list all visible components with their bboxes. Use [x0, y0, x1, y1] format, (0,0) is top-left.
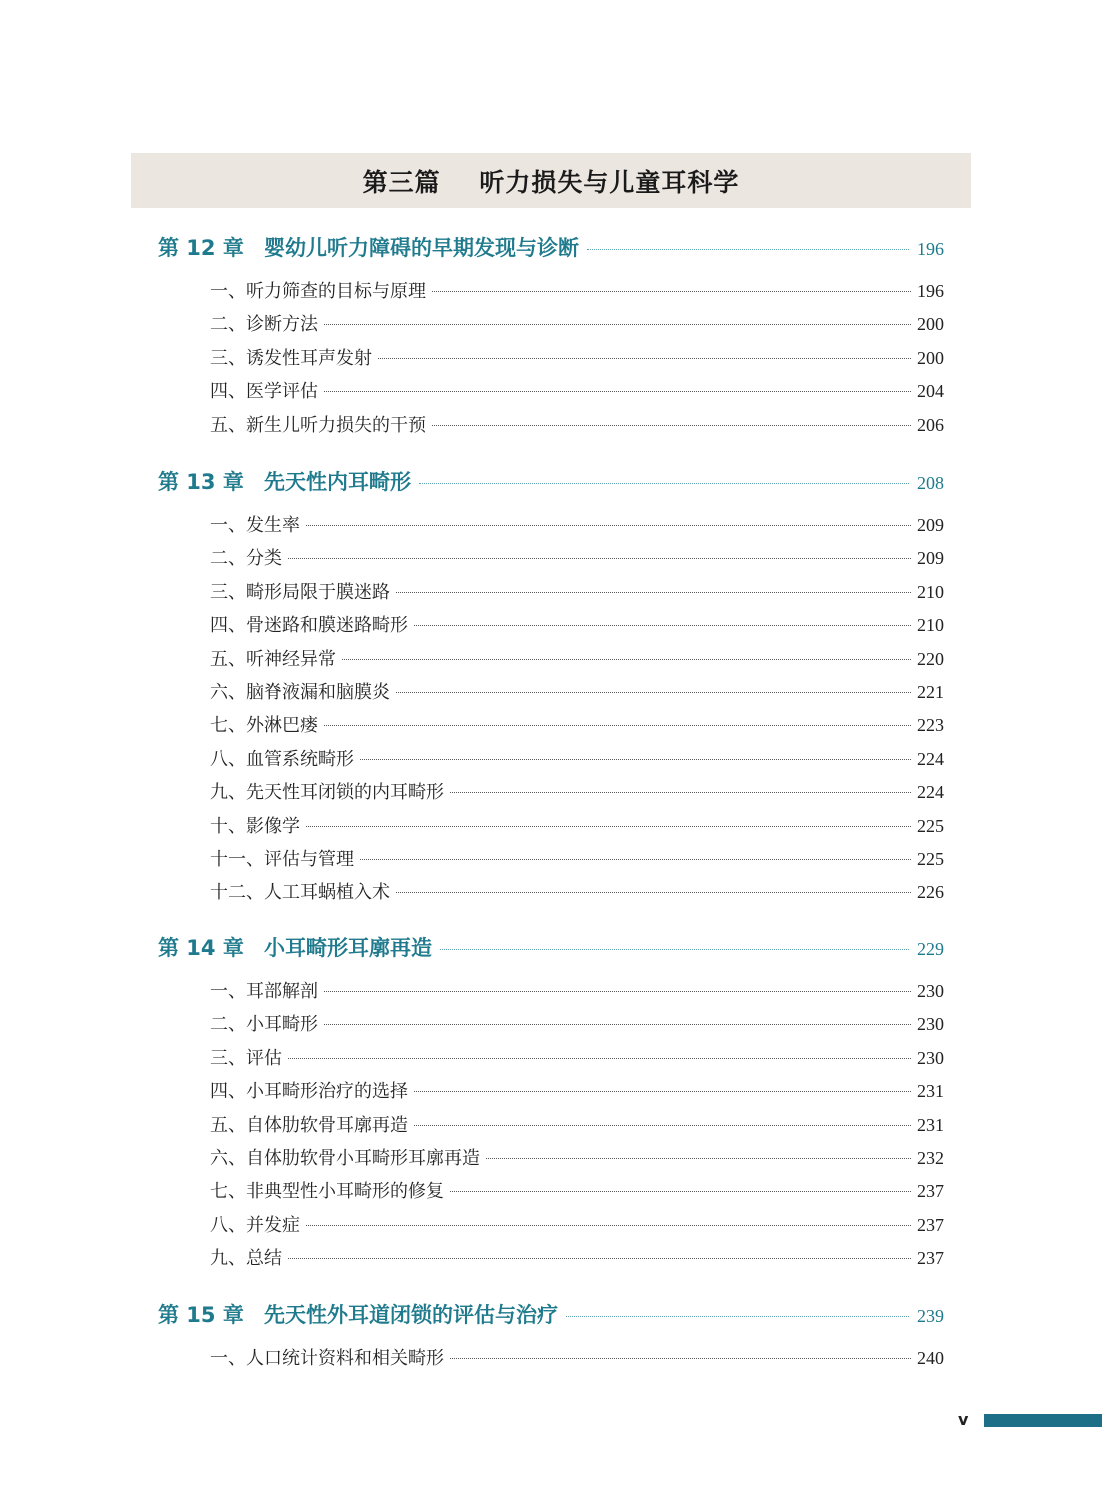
toc-entry[interactable] [210, 1211, 944, 1237]
toc-entry-page: 225 [917, 849, 944, 869]
toc-entry[interactable] [210, 611, 944, 637]
toc-entry-page: 209 [917, 515, 944, 535]
dot-leader [396, 592, 911, 593]
toc-entry-page: 232 [917, 1148, 944, 1168]
toc-entry-title: 一、听力筛查的目标与原理 [210, 281, 426, 302]
toc-entry[interactable] [210, 845, 944, 871]
toc-entry-title: 二、分类 [210, 548, 282, 570]
toc-entry[interactable] [210, 745, 944, 771]
toc-entry-title: 五、自体肋软骨耳廓再造 [210, 1114, 408, 1136]
toc-entry-title: 一、发生率 [210, 515, 300, 536]
dot-leader [324, 725, 911, 726]
toc-entry-page: 204 [917, 381, 944, 402]
toc-entry[interactable] [210, 1044, 944, 1070]
toc-entry[interactable] [210, 544, 944, 570]
page-accent-bar [984, 1414, 1102, 1427]
toc-entry-title: 十一、评估与管理 [210, 849, 354, 870]
toc-entry-title: 九、总结 [210, 1248, 282, 1270]
toc-entry[interactable] [210, 1244, 944, 1270]
toc-entry-title: 二、诊断方法 [210, 314, 318, 336]
dot-leader [566, 1316, 909, 1317]
toc-entry-title: 七、外淋巴瘘 [210, 715, 318, 737]
toc-entry-title: 十、影像学 [210, 815, 300, 837]
dot-leader [288, 558, 911, 559]
toc-entry-page: 230 [917, 1014, 944, 1035]
toc-entry-page: 230 [917, 1047, 944, 1068]
dot-leader [432, 291, 911, 292]
toc-entry[interactable] [210, 1144, 944, 1170]
dot-leader [306, 1225, 911, 1226]
toc-entry-page: 237 [917, 1214, 944, 1235]
toc-entry[interactable] [210, 678, 944, 704]
chapter-number: 第 14 章 [158, 936, 244, 960]
toc-entry-page: 226 [917, 882, 944, 903]
toc-entry-title: 七、非典型性小耳畸形的修复 [210, 1181, 444, 1203]
dot-leader [450, 1191, 911, 1192]
toc-entry[interactable] [210, 878, 944, 904]
toc-entry-page: 231 [917, 1081, 944, 1102]
toc-entry-title: 四、医学评估 [210, 381, 318, 403]
dot-leader [378, 358, 911, 359]
toc-entry[interactable] [210, 977, 944, 1003]
toc-entry[interactable] [210, 778, 944, 804]
toc-entry-title: 四、小耳畸形治疗的选择 [210, 1081, 408, 1103]
toc-entry[interactable] [210, 310, 944, 336]
dot-leader [306, 826, 911, 827]
dot-leader [432, 425, 911, 426]
toc-entry-title: 十二、人工耳蜗植入术 [210, 882, 390, 904]
part-title: 第三篇 听力损失与儿童耳科学 [362, 167, 740, 197]
dot-leader [587, 249, 909, 250]
toc-entry-title: 九、先天性耳闭锁的内耳畸形 [210, 782, 444, 804]
dot-leader [419, 483, 909, 484]
dot-leader [288, 1258, 911, 1259]
toc-entry-page: 240 [917, 1348, 944, 1368]
chapter-page: 229 [917, 939, 944, 959]
toc-entry[interactable] [210, 1077, 944, 1103]
dot-leader [486, 1158, 911, 1159]
chapter-title: 先天性外耳道闭锁的评估与治疗 [264, 1303, 558, 1327]
toc-entry-title: 五、听神经异常 [210, 648, 336, 670]
toc-entry-page: 224 [917, 748, 944, 769]
dot-leader [324, 991, 911, 992]
toc-entry[interactable] [210, 1344, 944, 1370]
toc-entry[interactable] [210, 812, 944, 838]
toc-entry-page: 196 [917, 281, 944, 301]
dot-leader [450, 792, 911, 793]
chapter-title: 先天性内耳畸形 [264, 470, 411, 494]
toc-entry[interactable] [210, 344, 944, 370]
dot-leader [324, 324, 911, 325]
dot-leader [396, 692, 911, 693]
dot-leader [360, 759, 911, 760]
dot-leader [306, 525, 911, 526]
chapter-number: 第 15 章 [158, 1303, 244, 1327]
toc-entry-page: 225 [917, 815, 944, 836]
toc-entry-title: 五、新生儿听力损失的干预 [210, 414, 426, 436]
dot-leader [342, 659, 911, 660]
toc-entry-page: 223 [917, 715, 944, 736]
toc-entry-page: 200 [917, 314, 944, 335]
dot-leader [396, 892, 911, 893]
dot-leader [414, 1125, 911, 1126]
toc-entry-page: 231 [917, 1114, 944, 1135]
toc-entry-page: 206 [917, 414, 944, 435]
dot-leader [414, 625, 911, 626]
toc-entry-page: 230 [917, 981, 944, 1001]
toc-entry-page: 209 [917, 548, 944, 569]
toc-entry-page: 210 [917, 581, 944, 602]
chapter-title: 婴幼儿听力障碍的早期发现与诊断 [264, 236, 579, 260]
toc-entry-title: 四、骨迷路和膜迷路畸形 [210, 615, 408, 637]
toc-entry-page: 220 [917, 648, 944, 669]
chapter-number: 第 12 章 [158, 236, 244, 260]
chapter-number: 第 13 章 [158, 470, 244, 494]
toc-entry-page: 237 [917, 1248, 944, 1269]
chapter-title: 小耳畸形耳廓再造 [264, 936, 432, 960]
toc-entry[interactable] [210, 411, 944, 437]
toc-entry-title: 六、脑脊液漏和脑膜炎 [210, 682, 390, 703]
toc-entry[interactable] [210, 578, 944, 604]
part-banner [131, 153, 971, 208]
toc-entry-page: 221 [917, 682, 944, 702]
dot-leader [450, 1358, 911, 1359]
toc-entry-title: 八、并发症 [210, 1214, 300, 1236]
toc-entry-title: 三、评估 [210, 1047, 282, 1069]
toc-entry-title: 八、血管系统畸形 [210, 748, 354, 770]
toc-entry[interactable] [210, 377, 944, 403]
chapter-heading[interactable] [158, 232, 944, 262]
dot-leader [414, 1091, 911, 1092]
toc-entry-title: 一、耳部解剖 [210, 981, 318, 1002]
toc-entry-title: 二、小耳畸形 [210, 1014, 318, 1036]
dot-leader [440, 949, 909, 950]
toc-entry-title: 三、畸形局限于膜迷路 [210, 581, 390, 603]
chapter-heading[interactable] [158, 466, 944, 496]
dot-leader [324, 1024, 911, 1025]
toc-entry-page: 237 [917, 1181, 944, 1202]
toc-entry[interactable] [210, 711, 944, 737]
toc-entry[interactable] [210, 1111, 944, 1137]
dot-leader [324, 391, 911, 392]
chapter-heading[interactable] [158, 1299, 944, 1329]
toc-entry-page: 210 [917, 615, 944, 636]
chapter-page: 239 [917, 1306, 944, 1326]
page-number: v [958, 1410, 969, 1429]
chapter-heading[interactable] [158, 932, 944, 962]
toc-entry[interactable] [210, 645, 944, 671]
toc-entry[interactable] [210, 1177, 944, 1203]
toc-entry[interactable] [210, 277, 944, 303]
dot-leader [288, 1058, 911, 1059]
toc-entry[interactable] [210, 1010, 944, 1036]
toc-entry-title: 一、人口统计资料和相关畸形 [210, 1348, 444, 1369]
toc-entry-page: 224 [917, 782, 944, 803]
toc-entry-title: 三、诱发性耳声发射 [210, 347, 372, 369]
toc-entry-page: 200 [917, 347, 944, 368]
toc-entry[interactable] [210, 511, 944, 537]
chapter-page: 208 [917, 473, 944, 493]
toc-entry-title: 六、自体肋软骨小耳畸形耳廓再造 [210, 1148, 480, 1169]
dot-leader [360, 859, 911, 860]
chapter-page: 196 [917, 239, 944, 259]
